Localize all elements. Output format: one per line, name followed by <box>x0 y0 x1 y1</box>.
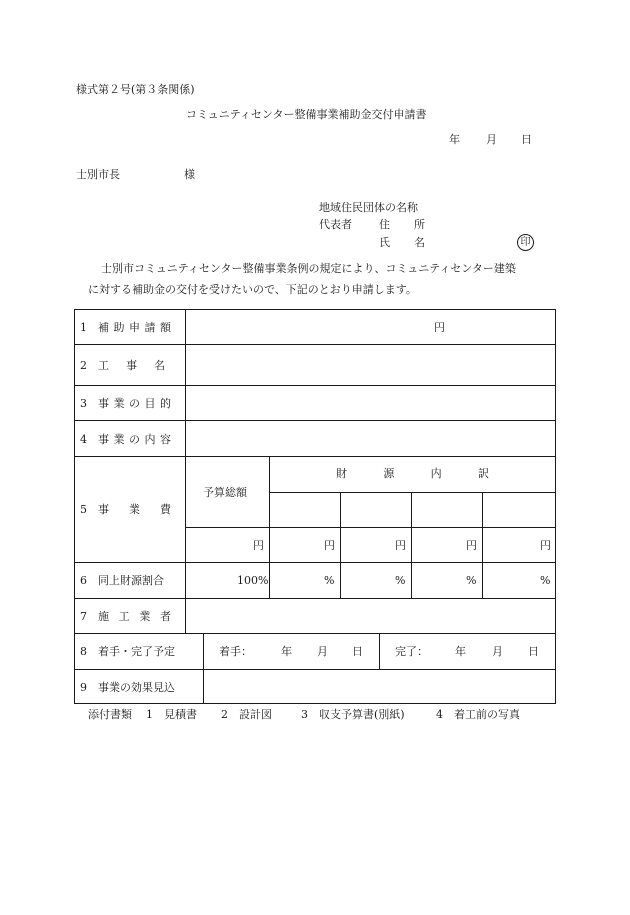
row-4-label-char: 業 <box>113 433 125 446</box>
ratio-cell: % <box>466 574 477 587</box>
row-3-label-char: 的 <box>160 397 171 410</box>
date-year-label: 年 <box>449 133 460 146</box>
row-3-label <box>98 398 171 409</box>
yen-cell: 円 <box>324 539 335 552</box>
row-8-number: 8 <box>80 645 87 658</box>
row-1-label-char: 助 <box>113 321 125 334</box>
row-7-label-char: 施 <box>98 610 109 623</box>
row-1-label <box>98 322 171 333</box>
address-label-1: 住 <box>379 218 390 231</box>
attachment-item: 3 収支予算書(別紙) <box>301 708 405 721</box>
start-year-label: 年 <box>281 645 292 658</box>
row-6-label: 同上財源割合 <box>98 574 164 587</box>
row-4-label-char: 内 <box>144 433 156 446</box>
source-breakdown-char: 源 <box>383 467 395 480</box>
row-1-label-char: 申 <box>129 321 140 334</box>
row-5-label-char: 事 <box>98 503 109 516</box>
date-day-label: 日 <box>521 133 532 146</box>
row-1-label-char: 補 <box>98 321 109 334</box>
row-5-number: 5 <box>80 503 87 516</box>
yen-cell: 円 <box>466 539 477 552</box>
ratio-cell: % <box>540 574 551 587</box>
representative-label: 代表者 <box>319 218 352 231</box>
row-2-number: 2 <box>80 359 87 372</box>
row-2-label-char: 名 <box>154 359 165 372</box>
attachment-item: 1 見積書 <box>146 708 197 721</box>
ratio-cell: % <box>395 574 406 587</box>
document-title: コミュニティセンター整備事業補助金交付申請書 <box>186 108 427 121</box>
row-2-label-char: 事 <box>126 359 137 372</box>
source-breakdown-char: 訳 <box>477 467 489 480</box>
row-3-label-char: 事 <box>98 397 109 410</box>
seal-mark: 印 <box>517 234 534 251</box>
row-7-label <box>98 611 171 622</box>
attachment-item: 2 設計図 <box>221 708 272 721</box>
name-label-2: 名 <box>414 236 425 249</box>
ratio-cell: % <box>324 574 335 587</box>
end-label: 完了： <box>395 645 428 658</box>
source-breakdown-label <box>336 468 489 479</box>
row-7-number: 7 <box>80 610 87 623</box>
yen-cell: 円 <box>540 539 551 552</box>
row-7-label-char: 者 <box>159 610 171 623</box>
row-7-label-char: 工 <box>118 610 130 623</box>
row-9-label: 事業の効果見込 <box>98 681 175 694</box>
row-5-label <box>98 504 171 515</box>
row-5-label-char: 費 <box>160 503 171 516</box>
name-label-1: 氏 <box>379 236 390 249</box>
yen-cell: 円 <box>253 539 264 552</box>
row-3-label-char: の <box>129 397 140 410</box>
row-3-number: 3 <box>80 397 87 410</box>
address-label-2: 所 <box>414 218 425 231</box>
row-4-label-char: の <box>129 433 140 446</box>
organization-name-label: 地域住民団体の名称 <box>319 201 418 214</box>
row-6-number: 6 <box>80 574 87 587</box>
row-2-label-char: 工 <box>98 359 109 372</box>
form-number: 様式第２号(第３条関係) <box>76 83 195 96</box>
end-year-label: 年 <box>455 645 466 658</box>
addressee-honorific: 様 <box>184 168 195 181</box>
row-4-label-char: 容 <box>160 433 171 446</box>
row-4-label <box>98 434 171 445</box>
row-3-label-char: 業 <box>113 397 125 410</box>
start-month-label: 月 <box>317 645 328 658</box>
row-4-label-char: 事 <box>98 433 109 446</box>
row-5-label-char: 業 <box>129 503 140 516</box>
body-text-line-1: 士別市コミュニティセンター整備事業条例の規定により、コミュニティセンター建築 <box>101 262 516 275</box>
row-7-label-char: 業 <box>139 610 151 623</box>
row-1-number: 1 <box>80 321 87 334</box>
row-8-label: 着手・完了予定 <box>98 645 175 658</box>
row-3-label-char: 目 <box>144 397 156 410</box>
addressee-name: 士別市長 <box>76 168 120 181</box>
row-4-number: 4 <box>80 433 87 446</box>
end-month-label: 月 <box>492 645 503 658</box>
attachment-item: 4 着工前の写真 <box>436 708 520 721</box>
row-1-label-char: 請 <box>144 321 156 334</box>
source-breakdown-char: 財 <box>336 467 347 480</box>
start-day-label: 日 <box>352 645 363 658</box>
start-label: 着手： <box>219 645 252 658</box>
amount-unit: 円 <box>434 321 445 334</box>
date-month-label: 月 <box>486 133 497 146</box>
attachments-label: 添付書類 <box>88 708 132 721</box>
row-9-number: 9 <box>80 681 87 694</box>
body-text-line-2: に対する補助金の交付を受けたいので、下記のとおり申請します。 <box>88 283 417 296</box>
source-breakdown-char: 内 <box>430 467 442 480</box>
row-1-label-char: 額 <box>160 321 171 334</box>
row-2-label <box>98 360 165 371</box>
budget-total-label: 予算総額 <box>203 486 247 499</box>
ratio-cell: 100% <box>237 574 269 587</box>
yen-cell: 円 <box>395 539 406 552</box>
application-table <box>74 309 556 704</box>
end-day-label: 日 <box>528 645 539 658</box>
